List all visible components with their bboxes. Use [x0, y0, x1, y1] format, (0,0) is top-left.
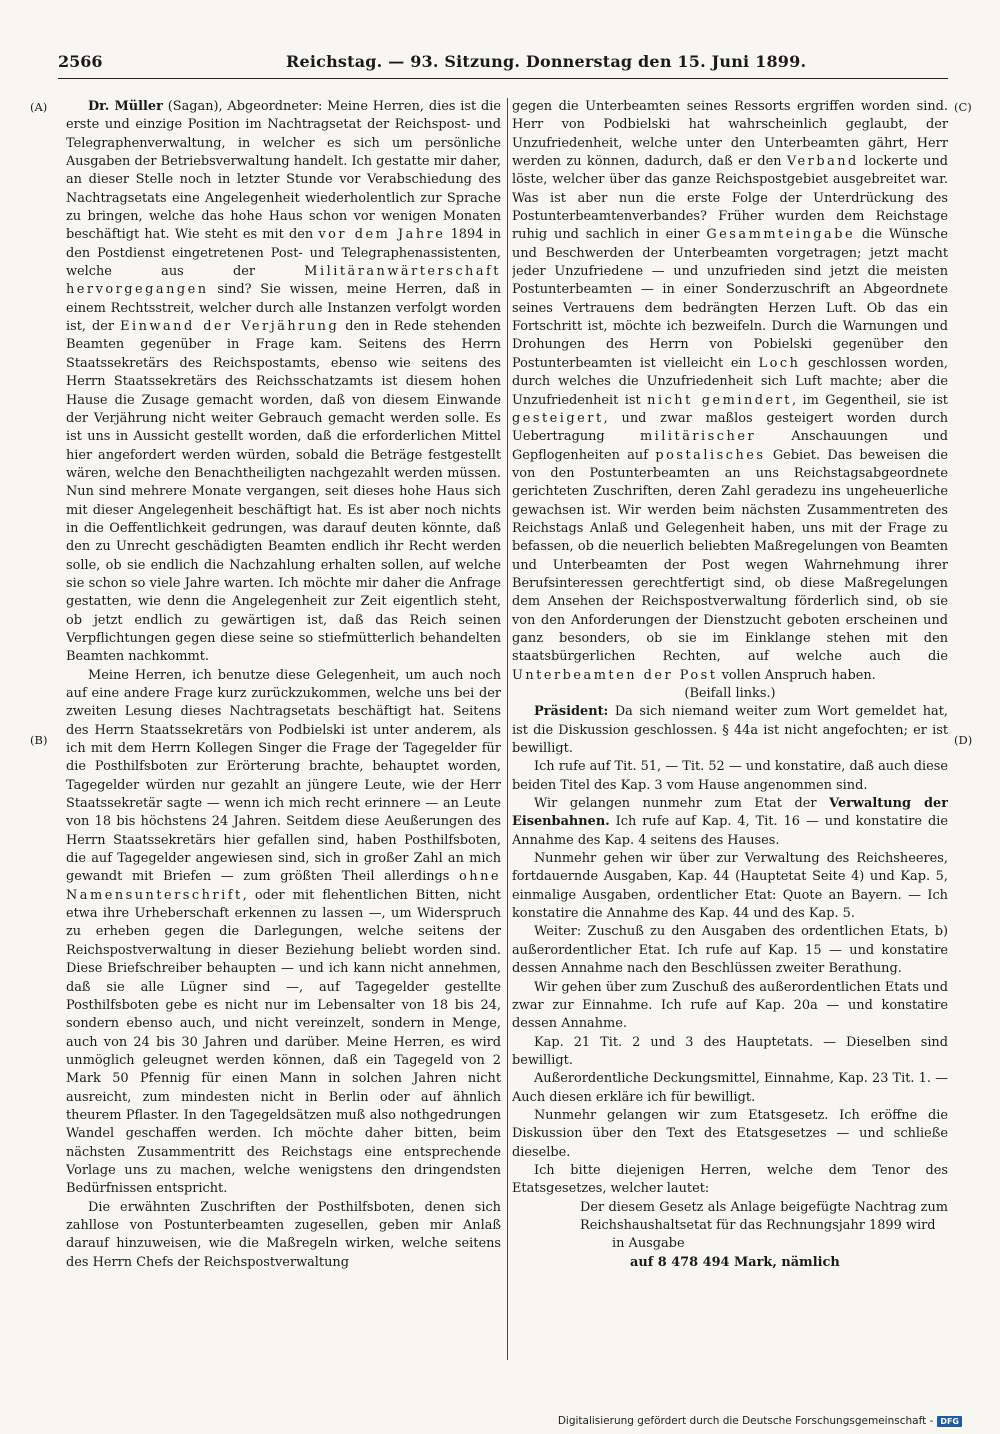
text-run: Da sich niemand weiter zum Wort gemeldet hat, ist die Diskussion geschlossen. § 44a ist nicht angefochten; er ist bewilligt.: [512, 704, 948, 757]
text-run: , oder mit flehentlichen Bitten, nicht etwa ihre Urheberschaft erkennen zu lassen —, um Widerspruch zu erheben gegen die Darlegungen, welche seitens der Reichspostverwaltung in dieser Beziehung beliebt worden sind. Diese Briefschreiber behaupten — und ich kann nicht annehmen, daß sie alle Lügner sind —, auf Tagegelder gestellte Posthilfsboten gebe es nicht nur im Lebensalter von 18 bis 24, sondern ebenso auch, und nicht vereinzelt, sondern in Menge, auch von 24 bis 30 Jahren und darüber. Meine Herren, es wird unmöglich geleugnet werden können, daß ein Tagegeld von 2 Mark 50 Pfennig für einen Mann in solchen Jahren nicht ausreicht, zum mindesten nicht in Berlin oder auf ähnlich theurem Pflaster. In den Tagegeldsätzen muß also nothgedrungen Wandel geschaffen werden. Ich möchte daher bitten, beim nächsten Zusammentritt des Reichstags eine entsprechende Vorlage uns zu machen, welche wenigstens den dringendsten Bedürfnissen entspricht.: [66, 887, 501, 1197]
paragraph: Außerordentliche Deckungsmittel, Einnahme, Kap. 23 Tit. 1. — Auch diesen erkläre ich für bewilligt.: [512, 1071, 948, 1105]
text-run: Ich rufe auf Kap. 4, Tit. 16 — und konstatire die Annahme des Kap. 4 seitens des Hauses.: [512, 814, 948, 848]
paragraph: [512, 703, 948, 758]
emphasis: Gesammteingabe: [706, 227, 856, 243]
text-run: gegen die Unterbeamten seines Ressorts ergriffen worden sind. Herr von Podbielski hat wahrscheinlich geglaubt, der Unzufriedenheit, welche unter den Unterbeamten gährt, Herr werden zu können, dadurch, daß er den: [512, 99, 948, 170]
page-header: [58, 52, 948, 79]
speaker-name: Dr. Müller: [88, 99, 163, 114]
text-run: Gebiet. Das beweisen die von den Postunterbeamten an uns Reichstagsabgeordnete gerichteten Zuschriften, deren Zahl geradezu ins ungeheuerliche gewachsen ist. Wir werden beim nächsten Zusammentreten des Reichstags Anlaß und Gelegenheit haben, uns mit der Frage zu befassen, ob die neuerlich beliebten Maßregelungen von Beamten und Unterbeamten der Post wegen Wahrnehmung ihrer Berufsinteressen gerechtfertigt sind, ob diese Maßregelungen dem Ansehen der Reichspostverwaltung förderlich sind, ob sie von den Anforderungen der Dienstzucht geboten erscheinen und ganz besonders, ob sie im Einklange stehen mit den staatsbürgerlichen Rechten, auf welche auch die: [512, 447, 948, 665]
paragraph: Ich rufe auf Tit. 51, — Tit. 52 — und konstatire, daß auch diese beiden Titel des Kap. 3 vom Hause angenommen sind.: [512, 759, 948, 793]
paragraph: Die erwähnten Zuschriften der Posthilfsboten, denen sich zahllose von Postunterbeamten zugesellen, geben mir Anlaß darauf hinzuweisen, wie die Maßregeln wirken, welche seitens des Herrn Chefs der Reichspostverwaltung: [66, 1199, 501, 1270]
emphasis: militärischer: [639, 429, 757, 445]
text-run: geschlossen worden, durch welches die Unzufriedenheit sich Luft machte; aber die Unzufriedenheit ist: [512, 355, 948, 408]
footer-credit: [558, 1415, 962, 1427]
page-number: 2566: [58, 52, 103, 71]
text-run: (Sagan), Abgeordneter: Meine Herren, dies ist die erste und einzige Position im Nachtragsetat der Reichspost- und Telegraphenverwaltung, in welcher es sich um persönliche Ausgaben der Betriebsverwaltung handelt. Ich gestatte mir daher, an dieser Stelle noch in letzter Stunde vor Verabschiedung des Nachtragsetats eine Angelegenheit wiederholentlich zur Sprache zu bringen, welche das hohe Haus schon vor wenigen Monaten beschäftigt hat. Wie steht es mit den: [66, 99, 501, 243]
text-run: die Wünsche und Beschwerden der Unterbeamten vorgetragen; jetzt macht jeder Unzufriedene — und unzufrieden sind jetzt die meisten Postunterbeamten — in einer Sonderzuschrift an Abgeordnete seines Vertrauens dem bedrängten Herzen Luft. Ob das ein Fortschritt ist, möchte ich bezweifeln. Durch die Warnungen und Drohungen des Herrn von Pobielski gegenüber den Postunterbeamten ist vielleicht ein: [512, 227, 948, 371]
running-title: Reichstag. — 93. Sitzung. Donnerstag den 15. Juni 1899.: [286, 52, 807, 71]
emphasis: vor dem Jahre: [318, 227, 446, 243]
paragraph: [66, 98, 501, 667]
emphasis: postalisches: [655, 447, 766, 463]
emphasis: Verband: [786, 154, 859, 170]
text-run: Wir gelangen nunmehr zum Etat der: [534, 796, 830, 812]
applause-note: (Beifall links.): [684, 686, 776, 701]
emphasis: Loch: [758, 355, 801, 371]
paragraph: Wir gehen über zum Zuschuß des außerordentlichen Etats und zwar zur Einnahme. Ich rufe auf Kap. 20a — und konstatire dessen Annahme.: [512, 979, 948, 1032]
text-run: sind? Sie wissen, meine Herren, daß in einem Rechtsstreit, welcher durch alle Instanzen verfolgt worden ist, der: [66, 282, 501, 335]
text-run: Anschauungen und Gepflogenheiten auf: [512, 429, 948, 463]
emphasis: Unterbeamten der Post: [512, 667, 718, 683]
paragraph: [512, 795, 948, 850]
text-run: vollen Anspruch haben.: [717, 667, 876, 683]
text-run: den in Rede stehenden Beamten gegenüber in Frage kam. Seitens des Herrn Staatssekretärs des Reichspostamts, ebenso wie seitens des Herrn Staatssekretärs des Reichsschatzamts ist diesem hohen Hause die Zusage gemacht worden, daß von diesem Einwande der Verjährung nicht weiter Gebrauch gemacht werden solle. Es ist uns in Aussicht gestellt worden, daß die erforderlichen Mittel hier angefordert werden würden, sobald die Beträge festgestellt wären, welche den Benachtheiligten nachgezahlt werden müssen. Nun sind mehrere Monate vergangen, seit dieses hohe Haus sich mit dieser Angelegenheit beschäftigt hat. Es ist aber noch nichts in die Oeffentlichkeit gedrungen, was darauf deuten könnte, daß den zu Unrecht geschädigten Beamten endlich ihr Recht werden solle, ob sie endlich die Nachzahlung erhalten sollen, auf welche sie schon so viele Jahre warten. Ich möchte mir daher die Anfrage gestatten, wie denn die Angelegenheit zur Zeit eigentlich steht, ob jetzt endlich zu gewärtigen ist, daß das Reich seinen Verpflichtungen gegen diese seine so stiefmütterlich behandelten Beamten nachkommt.: [66, 319, 501, 665]
paragraph: Nunmehr gelangen wir zum Etatsgesetz. Ich eröffne die Diskussion über den Text des Etatsgesetzes — und schließe dieselbe.: [512, 1107, 948, 1160]
paragraph: Kap. 21 Tit. 2 und 3 des Hauptetats. — Dieselben sind bewilligt.: [512, 1034, 948, 1068]
paragraph: Nunmehr gehen wir über zur Verwaltung des Reichsheeres, fortdauernde Ausgaben, Kap. 44 (Hauptetat Seite 4) und Kap. 5, einmalige Ausgaben, ordentlicher Etat: Quote an Bayern. — Ich konstatire die Annahme des Kap. 44 und des Kap. 5.: [512, 851, 948, 922]
text-run: , im Gegentheil, sie ist: [791, 392, 948, 408]
law-text-quote: in Ausgabe: [612, 1236, 685, 1252]
column-divider: [507, 98, 508, 1360]
speaker-name: Präsident:: [534, 704, 609, 720]
text-run: , und zwar maßlos gesteigert worden durch Uebertragung: [512, 410, 948, 445]
text-run: lockerte und löste, welcher über das ganze Reichspostgebiet ausgebreitet war. Was ist aber nun die erste Folge der Unterdrückung des Postunterbeamtenverbandes? Früher wurden dem Reichstage ruhig und sachlich in einer: [512, 154, 948, 243]
law-text-quote: Der diesem Gesetz als Anlage beigefügte Nachtrag zum Reichshaushaltsetat für das Rechnungsjahr 1899 wird: [580, 1199, 948, 1233]
text-run: 1894 in den Postdienst eingetretenen Post- und Telegraphenassistenten, welche aus der: [66, 227, 501, 280]
emphasis: gesteigert: [512, 410, 604, 426]
emphasis: ohne Namensunterschrift: [66, 869, 501, 903]
margin-marker-a: (A): [30, 100, 48, 114]
right-column: [512, 98, 948, 1360]
footer-text: Digitalisierung gefördert durch die Deutsche Forschungsgemeinschaft -: [557, 1415, 934, 1427]
dfg-logo: DFG: [937, 1416, 962, 1427]
paragraph: [512, 98, 948, 685]
emphasis: nicht gemindert: [647, 392, 792, 408]
paragraph: Ich bitte diejenigen Herren, welche dem Tenor des Etatsgesetzes, welcher lautet:: [512, 1162, 948, 1197]
left-column: [66, 98, 501, 1360]
emphasis: Militäranwärterschaft hervorgegangen: [66, 264, 501, 298]
paragraph: [66, 667, 501, 1199]
emphasis: Einwand der Verjährung: [120, 319, 340, 335]
paragraph: Weiter: Zuschuß zu den Ausgaben des ordentlichen Etats, b) außerordentlicher Etat. Ich rufe auf Kap. 15 — und konstatire dessen Annahme nach den Beschlüssen zweiter Berathung.: [512, 924, 948, 977]
margin-marker-b: (B): [30, 733, 48, 747]
margin-marker-c: (C): [954, 100, 972, 114]
law-text-amount: auf 8 478 494 Mark, nämlich: [630, 1254, 840, 1270]
section-heading: Verwaltung der Eisenbahnen.: [512, 796, 948, 830]
text-run: Meine Herren, ich benutze diese Gelegenheit, um auch noch auf eine andere Frage kurz zurückzukommen, welche uns bei der zweiten Lesung dieses Nachtragsetats beschäftigt hat. Seitens des Herrn Staatssekretärs von Podbielski ist unter anderem, als ich mit dem Herrn Kollegen Singer die Frage der Tagegelder für die Posthilfsboten zur Erörterung brachte, behauptet worden, Tagegelder würden nur gezahlt an jüngere Leute, wie der Herr Staatssekretär sagte — wenn ich mich recht erinnere — an Leute von 18 bis höchstens 24 Jahren. Seitdem diese Aeußerungen des Herrn Staatssekretärs hier gefallen sind, haben Posthilfsboten, die auf Tagegelder angewiesen sind, sich in großer Zahl an mich gewandt mit Briefen — zum größten Theil allerdings: [66, 667, 501, 885]
margin-marker-d: (D): [954, 733, 973, 747]
